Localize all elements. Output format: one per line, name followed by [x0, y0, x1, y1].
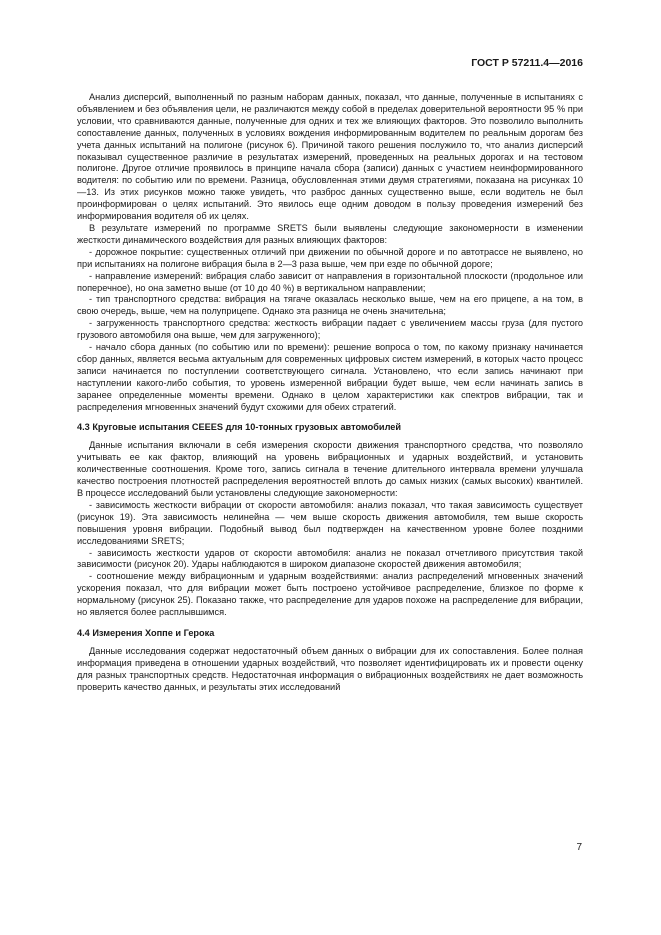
- list-item: - начало сбора данных (по событию или по времени): решение вопроса о том, по какому признаку начинается сбор данных, является весьма актуальным для современных цифровых систем измерений, в которых часто процесс записи начинается по поступлении соответствующего сигнала. Установлено, что если запись начинают при наступлении какого-либо события, то уровень измеренной вибрации будет выше, чем если начинать запись в заранее определенные моменты времени. Однако в целом характеристики как спектров вибрации, так и распределения мгновенных значений будут схожими для обеих стратегий.: [77, 342, 583, 412]
- paragraph: В результате измерений по программе SRETS были выявлены следующие закономерности в изменении жесткости динамического воздействия для разных влияющих факторов:: [77, 222, 583, 245]
- list-item: - тип транспортного средства: вибрация на тягаче оказалась несколько выше, чем на его прицепе, а на том, в свою очередь, выше, чем на полуприцепе. Однако эта разница не очень значительна;: [77, 294, 583, 317]
- list-item: - дорожное покрытие: существенных отличий при движении по обычной дороге и по автотрассе не выявлено, но при испытаниях на полигоне вибрация была в 2—3 раза выше, чем при езде по обычной дороге;: [77, 246, 583, 269]
- list-item: - зависимость жесткости вибрации от скорости автомобиля: анализ показал, что такая зависимость существует (рисунок 19). Эта зависимость нелинейна — чем выше скорость движения автомобиля, тем выше скорость повышения уровня вибрации. Подобный вывод был подтвержден на качественном уровне более поздними исследованиями SRETS;: [77, 499, 583, 546]
- paragraph: Анализ дисперсий, выполненный по разным наборам данных, показал, что данные, полученные в испытаниях с объявлением и без объявления цели, не различаются между собой в пределах доверительной вероятности 95 % при условии, что сравниваются данные, полученные для одних и тех же влияющих факторов. Это позволило выполнить сопоставление данных, полученных в условиях вождения информированным водителем по реальным дорогам без учета данных испытаний на полигоне (рисунок 6). Причиной такого решения послужило то, что анализ дисперсий показывал существенное различие в результатах измерений, проведенных на реальных дорогах и на тестовом полигоне. Другое отличие проявилось в принципе начала сбора (записи) данных с участием неинформированного водителя: по событию или по времени. Разница, обусловленная этими двумя стратегиями, показана на рисунках 10—13. Из этих рисунков можно также увидеть, что разброс данных существенно выше, если водитель не был проинформирован о целях испытаний. Это явилось еще одним доводом в пользу проведения измерений без информирования водителя об их целях.: [77, 92, 583, 222]
- section-heading: 4.3 Круговые испытания СЕЕES для 10-тонных грузовых автомобилей: [77, 422, 402, 433]
- list-item: - соотношение между вибрационным и ударным воздействиями: анализ распределений мгновенных значений ускорения показал, что для вибрации может быть построено устойчивое распределение, близкое по форме к нормальному (рисунок 25). Показано также, что распределение для ударов похоже на распределение для вибрации, но является более расплывшимся.: [77, 571, 583, 618]
- document-body: [77, 92, 583, 694]
- page-number: 7: [576, 842, 582, 853]
- list-item: - загруженность транспортного средства: жесткость вибрации падает с увеличением массы груза (для пустого грузового автомобиля она выше, чем для загруженного);: [77, 318, 583, 341]
- list-item: - зависимость жесткости ударов от скорости автомобиля: анализ не показал отчетливого присутствия такой зависимости (рисунок 20). Удары наблюдаются в широком диапазоне скоростей движения автомобиля;: [77, 547, 583, 570]
- section-heading: 4.4 Измерения Хоппе и Герока: [77, 627, 215, 638]
- paragraph: Данные исследования содержат недостаточный объем данных о вибрации для их сопоставления. Более полная информация приведена в отношении ударных воздействий, что позволяет идентифицировать их и провести оценку для разных транспортных средств. Недостаточная информация о вибрационных воздействиях не дает возможность проверить качество данных, и результаты этих исследований: [77, 645, 583, 692]
- document-header: ГОСТ Р 57211.4—2016: [471, 57, 583, 69]
- list-item: - направление измерений: вибрация слабо зависит от направления в горизонтальной плоскости (продольное или поперечное), но она заметно выше (от 10 до 40 %) в вертикальном направлении;: [77, 270, 583, 293]
- paragraph: Данные испытания включали в себя измерения скорости движения транспортного средства, что позволяло учитывать ее как фактор, влияющий на уровень вибрационных и ударных воздействий, и установить количественные соотношения. Кроме того, запись сигнала в течение длительного интервала времени улучшала качество построения плотностей распределения вероятностей вплоть до самых низких (самых высоких) квантилей. В процессе исследований были установлены следующие закономерности:: [77, 440, 583, 498]
